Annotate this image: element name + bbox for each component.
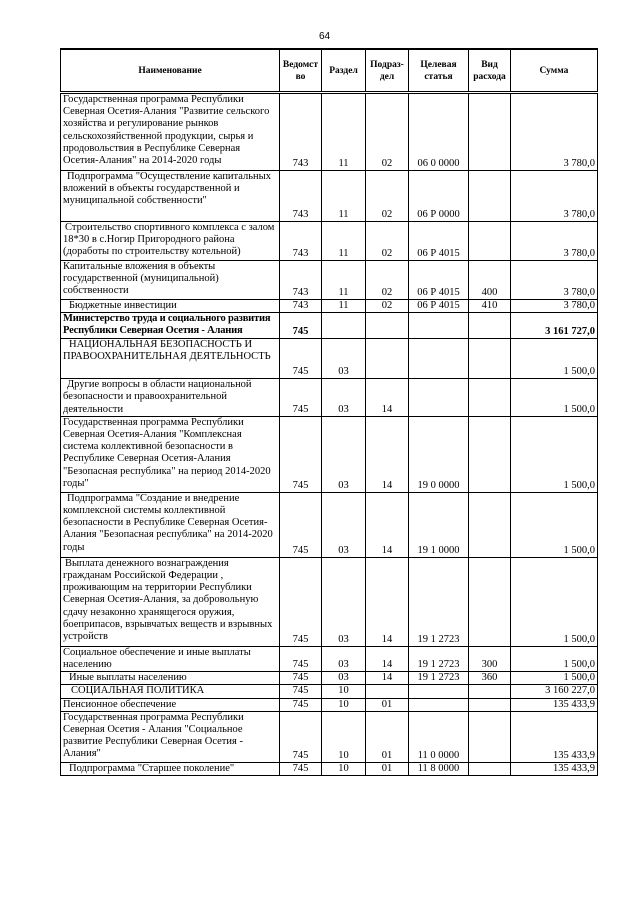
cell-vid-raskhoda (469, 711, 511, 762)
cell-vedomstvo: 745 (280, 672, 322, 685)
cell-name: Выплата денежного вознаграждения гражданам Российской Федерации , проживающим на территории Республики Северная Осетия-Алания, за добровольную сдачу незаконно хранящегося оружия, боеприпасов, взрывчатых веществ и взрывных устройств (61, 557, 280, 646)
cell-celevaya-statya (409, 379, 469, 417)
cell-vedomstvo: 745 (280, 313, 322, 339)
cell-summa: 1 500,0 (511, 339, 598, 379)
cell-summa: 1 500,0 (511, 416, 598, 492)
cell-vedomstvo: 745 (280, 646, 322, 671)
budget-table (60, 48, 598, 776)
cell-vedomstvo: 745 (280, 416, 322, 492)
cell-vedomstvo: 743 (280, 222, 322, 261)
cell-name: Бюджетные инвестиции (61, 300, 280, 313)
cell-celevaya-statya: 19 1 0000 (409, 492, 469, 557)
cell-podrazdel: 02 (366, 171, 409, 222)
header-summa: Сумма (511, 49, 598, 93)
cell-vid-raskhoda: 410 (469, 300, 511, 313)
cell-razdel (322, 313, 366, 339)
cell-razdel: 03 (322, 646, 366, 671)
table-row (61, 300, 598, 313)
cell-razdel: 10 (322, 762, 366, 775)
cell-summa: 1 500,0 (511, 646, 598, 671)
cell-razdel: 03 (322, 492, 366, 557)
cell-name: Социальное обеспечение и иные выплаты населению (61, 646, 280, 671)
cell-vid-raskhoda (469, 379, 511, 417)
cell-podrazdel: 02 (366, 93, 409, 171)
table-row (61, 222, 598, 261)
table-row (61, 698, 598, 711)
cell-vid-raskhoda (469, 416, 511, 492)
cell-name: Пенсионное обеспечение (61, 698, 280, 711)
cell-vedomstvo: 745 (280, 762, 322, 775)
header-celevaya-statya: Целевая статья (409, 49, 469, 93)
cell-razdel: 11 (322, 261, 366, 300)
cell-vedomstvo: 743 (280, 93, 322, 171)
cell-name: СОЦИАЛЬНАЯ ПОЛИТИКА (61, 685, 280, 698)
cell-razdel: 10 (322, 711, 366, 762)
table-row (61, 557, 598, 646)
cell-vedomstvo: 743 (280, 171, 322, 222)
cell-vid-raskhoda (469, 557, 511, 646)
cell-summa: 3 780,0 (511, 222, 598, 261)
table-row (61, 339, 598, 379)
table-row (61, 93, 598, 171)
cell-podrazdel: 14 (366, 379, 409, 417)
cell-name: Государственная программа Республики Северная Осетия - Алания "Социальное развитие Республики Северная Осетия - Алания" (61, 711, 280, 762)
cell-podrazdel: 14 (366, 557, 409, 646)
cell-vedomstvo: 745 (280, 557, 322, 646)
cell-vid-raskhoda (469, 762, 511, 775)
cell-vid-raskhoda: 360 (469, 672, 511, 685)
cell-razdel: 03 (322, 557, 366, 646)
cell-razdel: 03 (322, 672, 366, 685)
header-podrazdel: Подраз-дел (366, 49, 409, 93)
header-name: Наименование (61, 49, 280, 93)
cell-summa: 135 433,9 (511, 698, 598, 711)
cell-vedomstvo: 745 (280, 379, 322, 417)
header-vedomstvo: Ведомст во (280, 49, 322, 93)
cell-celevaya-statya: 06 0 0000 (409, 93, 469, 171)
cell-name: Капитальные вложения в объекты государственной (муниципальной) собственности (61, 261, 280, 300)
cell-summa: 135 433,9 (511, 711, 598, 762)
table-row (61, 646, 598, 671)
cell-vedomstvo: 745 (280, 685, 322, 698)
cell-vid-raskhoda (469, 339, 511, 379)
table-body (61, 93, 598, 776)
cell-celevaya-statya: 19 1 2723 (409, 557, 469, 646)
cell-name: Иные выплаты населению (61, 672, 280, 685)
table-row (61, 379, 598, 417)
cell-celevaya-statya: 19 1 2723 (409, 646, 469, 671)
cell-name: Строительство спортивного комплекса с залом 18*30 в с.Ногир Пригородного района (доработы по строительству котельной) (61, 222, 280, 261)
cell-vid-raskhoda (469, 171, 511, 222)
cell-razdel: 11 (322, 222, 366, 261)
cell-summa: 3 161 727,0 (511, 313, 598, 339)
cell-name: Подпрограмма "Старшее поколение" (61, 762, 280, 775)
cell-vedomstvo: 745 (280, 698, 322, 711)
cell-name: НАЦИОНАЛЬНАЯ БЕЗОПАСНОСТЬ И ПРАВООХРАНИТЕЛЬНАЯ ДЕЯТЕЛЬНОСТЬ (61, 339, 280, 379)
table-row (61, 171, 598, 222)
table-row (61, 416, 598, 492)
table-row (61, 685, 598, 698)
cell-razdel: 11 (322, 300, 366, 313)
cell-vid-raskhoda (469, 685, 511, 698)
cell-podrazdel: 02 (366, 222, 409, 261)
cell-podrazdel: 14 (366, 416, 409, 492)
cell-podrazdel: 14 (366, 492, 409, 557)
cell-podrazdel: 14 (366, 672, 409, 685)
cell-celevaya-statya: 06 Р 4015 (409, 222, 469, 261)
cell-vedomstvo: 743 (280, 261, 322, 300)
cell-vid-raskhoda (469, 313, 511, 339)
cell-razdel: 03 (322, 416, 366, 492)
cell-summa: 3 780,0 (511, 171, 598, 222)
cell-vid-raskhoda (469, 698, 511, 711)
cell-vid-raskhoda: 400 (469, 261, 511, 300)
table-row (61, 492, 598, 557)
cell-summa: 3 160 227,0 (511, 685, 598, 698)
cell-celevaya-statya (409, 698, 469, 711)
table-row (61, 672, 598, 685)
cell-celevaya-statya (409, 339, 469, 379)
cell-name: Государственная программа Республики Северная Осетия-Алания "Комплексная система коллективной безопасности в Республике Северная Осетия-Алания "Безопасная республика" на период 2014-2020 годы" (61, 416, 280, 492)
cell-razdel: 03 (322, 339, 366, 379)
cell-podrazdel: 02 (366, 261, 409, 300)
table-header-row (61, 49, 598, 93)
cell-name: Другие вопросы в области национальной безопасности и правоохранительной деятельности (61, 379, 280, 417)
cell-razdel: 10 (322, 685, 366, 698)
cell-celevaya-statya (409, 685, 469, 698)
cell-vid-raskhoda: 300 (469, 646, 511, 671)
cell-celevaya-statya: 06 Р 4015 (409, 300, 469, 313)
cell-name: Государственная программа Республики Северная Осетия-Алания "Развитие сельского хозяйства и регулирование рынков сельскохозяйственной продукции, сырья и продовольствия в Республике Северная Осетия-Алания" на 2014-2020 годы (61, 93, 280, 171)
cell-summa: 3 780,0 (511, 300, 598, 313)
cell-summa: 1 500,0 (511, 492, 598, 557)
cell-celevaya-statya: 19 0 0000 (409, 416, 469, 492)
cell-name: Министерство труда и социального развития Республики Северная Осетия - Алания (61, 313, 280, 339)
cell-celevaya-statya (409, 313, 469, 339)
cell-vid-raskhoda (469, 222, 511, 261)
cell-podrazdel (366, 339, 409, 379)
cell-name: Подпрограмма "Осуществление капитальных вложений в объекты государственной и муниципальной собственности" (61, 171, 280, 222)
page-number: 64 (319, 31, 331, 42)
cell-celevaya-statya: 19 1 2723 (409, 672, 469, 685)
cell-celevaya-statya: 11 0 0000 (409, 711, 469, 762)
cell-podrazdel: 02 (366, 300, 409, 313)
cell-podrazdel: 01 (366, 711, 409, 762)
cell-name: Подпрограмма "Создание и внедрение комплексной системы коллективной безопасности в Республике Северная Осетия-Алания "Безопасная республика" на 2014-2020 годы (61, 492, 280, 557)
cell-razdel: 11 (322, 93, 366, 171)
table-row (61, 261, 598, 300)
table-row (61, 313, 598, 339)
table-row (61, 711, 598, 762)
cell-summa: 3 780,0 (511, 93, 598, 171)
cell-podrazdel: 14 (366, 646, 409, 671)
cell-vedomstvo: 745 (280, 339, 322, 379)
cell-podrazdel: 01 (366, 762, 409, 775)
cell-razdel: 03 (322, 379, 366, 417)
cell-vedomstvo: 745 (280, 492, 322, 557)
cell-celevaya-statya: 06 Р 0000 (409, 171, 469, 222)
cell-vedomstvo: 745 (280, 711, 322, 762)
cell-vedomstvo: 743 (280, 300, 322, 313)
cell-vid-raskhoda (469, 93, 511, 171)
cell-razdel: 10 (322, 698, 366, 711)
header-razdel: Раздел (322, 49, 366, 93)
cell-summa: 135 433,9 (511, 762, 598, 775)
cell-razdel: 11 (322, 171, 366, 222)
cell-summa: 1 500,0 (511, 557, 598, 646)
cell-celevaya-statya: 11 8 0000 (409, 762, 469, 775)
header-vid-raskhoda: Вид расхода (469, 49, 511, 93)
table-row (61, 762, 598, 775)
cell-vid-raskhoda (469, 492, 511, 557)
cell-celevaya-statya: 06 Р 4015 (409, 261, 469, 300)
cell-podrazdel (366, 685, 409, 698)
cell-summa: 3 780,0 (511, 261, 598, 300)
cell-summa: 1 500,0 (511, 379, 598, 417)
cell-podrazdel (366, 313, 409, 339)
cell-summa: 1 500,0 (511, 672, 598, 685)
cell-podrazdel: 01 (366, 698, 409, 711)
